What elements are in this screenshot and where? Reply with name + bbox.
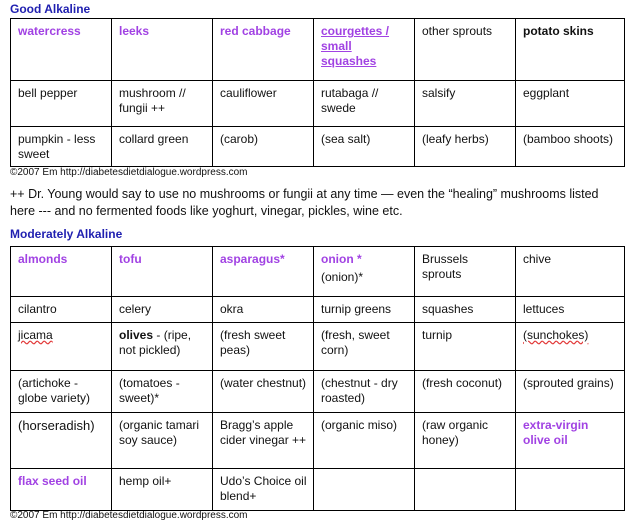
food-item: (horseradish) [18, 418, 95, 433]
food-item: asparagus* [220, 252, 285, 266]
food-item: (organic tamari soy sauce) [119, 418, 200, 447]
table-cell [415, 247, 516, 297]
table-cell [112, 297, 213, 323]
food-item: olives [119, 328, 154, 342]
food-item: Bragg’s apple cider vinegar ++ [220, 418, 307, 447]
table-cell [314, 371, 415, 413]
table-row [11, 323, 625, 371]
food-item: eggplant [523, 86, 570, 100]
table-cell [516, 323, 625, 371]
food-item: chive [523, 252, 552, 266]
table-cell [516, 297, 625, 323]
table-cell [415, 413, 516, 469]
food-item: red cabbage [220, 24, 291, 38]
good-alkaline-heading: Good Alkaline [10, 2, 91, 16]
table-cell [516, 19, 625, 81]
food-item: mushroom // fungii ++ [119, 86, 186, 115]
table-cell [213, 81, 314, 127]
food-item: (tomatoes - sweet)* [119, 376, 180, 405]
food-item: other sprouts [422, 24, 493, 38]
table-cell [112, 469, 213, 511]
table-cell [112, 247, 213, 297]
table-cell [11, 469, 112, 511]
food-item: (sunchokes) [523, 328, 589, 342]
food-item: (fresh coconut) [422, 376, 503, 390]
table-cell [314, 81, 415, 127]
food-item: cilantro [18, 302, 57, 316]
table-cell [314, 247, 415, 297]
food-item: squashes [422, 302, 474, 316]
food-item: courgettes / small squashes [321, 24, 390, 68]
table-cell [314, 469, 415, 511]
food-item: (organic miso) [321, 418, 398, 432]
table-cell [11, 297, 112, 323]
food-item: (artichoke - globe variety) [18, 376, 91, 405]
food-item: flax seed oil [18, 474, 87, 488]
table-cell [112, 19, 213, 81]
food-item: (leafy herbs) [422, 132, 489, 146]
food-item: (bamboo shoots) [523, 132, 614, 146]
table-row [11, 127, 625, 167]
food-item: okra [220, 302, 244, 316]
food-item: (carob) [220, 132, 259, 146]
table-cell [516, 413, 625, 469]
table-cell [213, 469, 314, 511]
food-item: onion * [321, 252, 362, 266]
table-cell [213, 127, 314, 167]
table-row [11, 371, 625, 413]
table-cell [415, 371, 516, 413]
table-cell [112, 127, 213, 167]
food-item: (water chestnut) [220, 376, 307, 390]
food-item: turnip greens [321, 302, 392, 316]
table-cell [516, 81, 625, 127]
table-row [11, 469, 625, 511]
table-cell [213, 19, 314, 81]
table-cell [112, 81, 213, 127]
food-item: (sea salt) [321, 132, 371, 146]
food-item: extra-virgin olive oil [523, 418, 589, 447]
table-cell [112, 323, 213, 371]
table-cell [11, 413, 112, 469]
table-cell [213, 247, 314, 297]
food-item: salsify [422, 86, 456, 100]
table-cell [213, 413, 314, 469]
table-cell [213, 297, 314, 323]
table-row [11, 81, 625, 127]
food-item-note: - (ripe, not pickled) [119, 328, 192, 357]
food-item: Brussels sprouts [422, 252, 469, 281]
table-cell [314, 19, 415, 81]
table-cell [415, 297, 516, 323]
food-item: celery [119, 302, 152, 316]
table-row [11, 19, 625, 81]
food-item: potato skins [523, 24, 594, 38]
table-cell [213, 371, 314, 413]
table-cell [314, 297, 415, 323]
table-cell [314, 127, 415, 167]
table-row [11, 247, 625, 297]
table-cell [415, 127, 516, 167]
table-row [11, 413, 625, 469]
food-item-note: (onion)* [321, 270, 364, 284]
table-cell [415, 323, 516, 371]
table-cell [11, 127, 112, 167]
food-item: hemp oil+ [119, 474, 172, 488]
moderately-alkaline-table [10, 246, 625, 511]
table-cell [516, 469, 625, 511]
mushroom-note: ++ Dr. Young would say to use no mushrooms or fungii at any time — even the “healing” mushrooms listed here --- and no fermented foods like yoghurt, vinegar, pickles, wine etc. [10, 187, 599, 218]
table-cell [314, 413, 415, 469]
food-item: Udo’s Choice oil blend+ [220, 474, 307, 503]
table-cell [112, 371, 213, 413]
food-item: rutabaga // swede [321, 86, 379, 115]
food-item: cauliflower [220, 86, 277, 100]
table-cell [314, 323, 415, 371]
table-row [11, 297, 625, 323]
food-item: bell pepper [18, 86, 78, 100]
table-cell [11, 323, 112, 371]
table-cell [11, 81, 112, 127]
table-cell [516, 247, 625, 297]
moderately-alkaline-heading: Moderately Alkaline [10, 227, 123, 241]
food-item: almonds [18, 252, 68, 266]
food-item: (fresh sweet peas) [220, 328, 286, 357]
food-item: (sprouted grains) [523, 376, 614, 390]
food-item: pumpkin - less sweet [18, 132, 96, 161]
table-cell [415, 469, 516, 511]
food-item: (fresh, sweet corn) [321, 328, 390, 357]
food-item: jicama [18, 328, 53, 342]
table-cell [516, 371, 625, 413]
copyright-1: ©2007 Em http://diabetesdietdialogue.wordpress.com [10, 167, 248, 178]
table-cell [415, 19, 516, 81]
table-cell [213, 323, 314, 371]
food-item: collard green [119, 132, 189, 146]
table-cell [11, 247, 112, 297]
table-cell [11, 19, 112, 81]
food-item: turnip [422, 328, 453, 342]
table-cell [112, 413, 213, 469]
table-cell [516, 127, 625, 167]
food-item: watercress [18, 24, 81, 38]
food-item: lettuces [523, 302, 565, 316]
food-item: (chestnut - dry roasted) [321, 376, 398, 405]
food-item: (raw organic honey) [422, 418, 489, 447]
food-item: leeks [119, 24, 150, 38]
copyright-2: ©2007 Em http://diabetesdietdialogue.wordpress.com [10, 510, 248, 521]
food-item: tofu [119, 252, 142, 266]
table-cell [415, 81, 516, 127]
good-alkaline-table [10, 18, 625, 167]
table-cell [11, 371, 112, 413]
